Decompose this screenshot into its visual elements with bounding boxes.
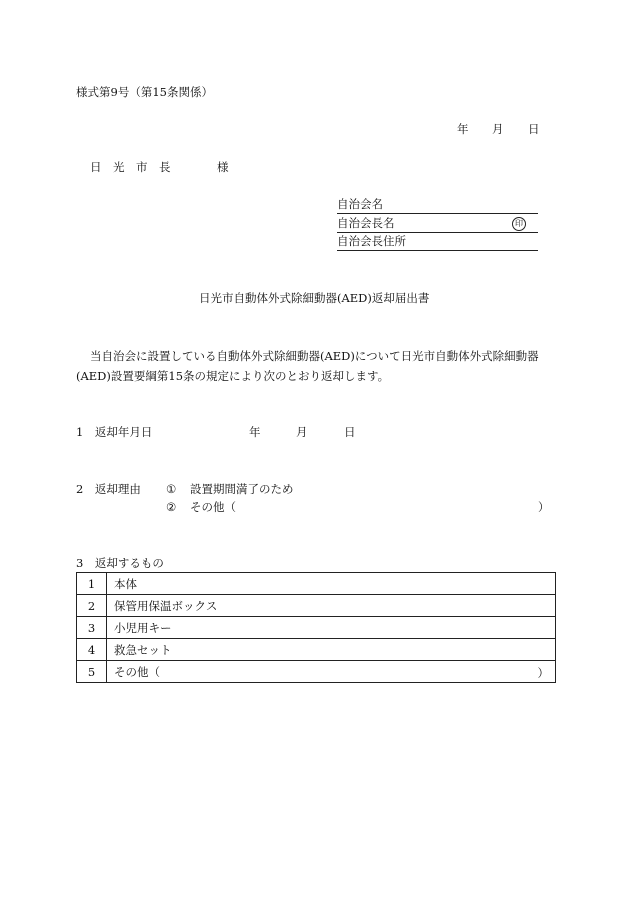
reason-option-1-mark: ① <box>166 482 177 496</box>
reason-option-1[interactable] <box>166 484 293 496</box>
table-row <box>77 617 556 639</box>
association-name-field[interactable] <box>337 199 538 214</box>
row-item: 本体 <box>107 573 556 595</box>
form-number: 様式第9号（第15条関係） <box>76 85 213 99</box>
table-row <box>77 661 556 683</box>
row-number: 1 <box>77 573 107 595</box>
row-number: 4 <box>77 639 107 661</box>
return-date-day[interactable]: 日 <box>344 425 356 439</box>
date-year-label: 年 <box>457 122 469 136</box>
date-month-label: 月 <box>492 122 504 136</box>
reason-option-2-text: その他（ <box>189 500 236 514</box>
reason-option-2[interactable] <box>166 502 236 514</box>
row-number: 5 <box>77 661 107 683</box>
reason-option-2-close: ） <box>538 500 550 514</box>
row-number: 2 <box>77 595 107 617</box>
president-name-field[interactable] <box>337 218 538 233</box>
reason-option-1-text: 設置期間満了のため <box>189 482 294 496</box>
body-line-1: 当自治会に設置している自動体外式除細動器(AED)について日光市自動体外式除細動器 <box>90 349 539 363</box>
return-items-table <box>76 572 556 683</box>
reason-option-2-mark: ② <box>166 500 177 514</box>
row-item: 小児用キー <box>107 617 556 639</box>
return-date-month[interactable]: 月 <box>296 425 308 439</box>
return-reason-label: 2 返却理由 <box>76 482 141 496</box>
president-address-field[interactable] <box>337 236 538 251</box>
president-name-label: 自治会長名 <box>337 216 395 230</box>
row-item: 保管用保温ボックス <box>107 595 556 617</box>
addressee-honorific: 様 <box>217 160 229 174</box>
president-address-label: 自治会長住所 <box>337 234 406 248</box>
date-day-label: 日 <box>528 122 540 136</box>
addressee-name: 日 光 市 長 <box>90 160 171 174</box>
table-row <box>77 639 556 661</box>
row-item-close: ） <box>537 666 549 680</box>
return-date-year[interactable]: 年 <box>249 425 261 439</box>
seal-icon: 印 <box>512 217 526 231</box>
return-items-label: 3 返却するもの <box>76 556 164 570</box>
row-item: 救急セット <box>107 639 556 661</box>
table-row <box>77 573 556 595</box>
table-row <box>77 595 556 617</box>
row-item-other[interactable] <box>107 661 556 683</box>
association-name-label: 自治会名 <box>337 197 383 211</box>
return-date-label: 1 返却年月日 <box>76 425 153 439</box>
row-number: 3 <box>77 617 107 639</box>
body-line-2: (AED)設置要綱第15条の規定により次のとおり返却します。 <box>76 369 390 383</box>
row-item-text: その他（ <box>114 664 160 679</box>
document-title: 日光市自動体外式除細動器(AED)返却届出書 <box>199 291 430 305</box>
